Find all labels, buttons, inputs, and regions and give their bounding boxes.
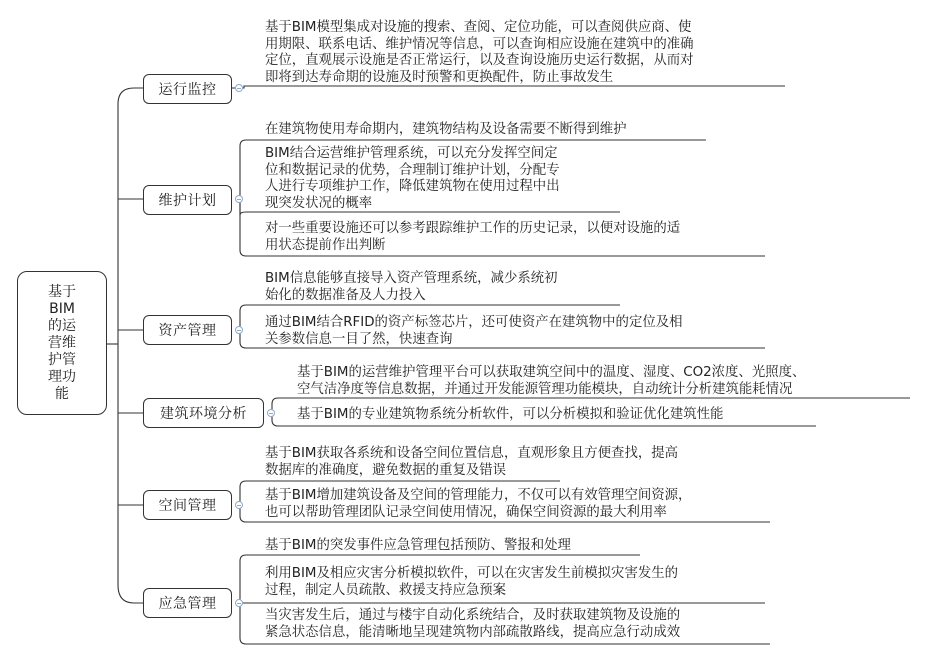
branch-label: 建筑环境分析 (160, 406, 247, 422)
collapse-icon[interactable] (235, 195, 243, 203)
root-topic-label: 基于 BIM 的运 营维 护管 理功 能 (48, 283, 76, 402)
collapse-icon[interactable] (267, 409, 275, 417)
leaf-topic[interactable]: 当灾害发生后，通过与楼宇自动化系统结合，及时获取建筑物及设施的 紧急状态信息，能清晰地呈现建筑物内部疏散路线，提高应急行动成效 (265, 608, 681, 640)
branch-asset-management[interactable] (143, 315, 232, 345)
leaf-topic[interactable]: 基于BIM的专业建筑物系统分析软件，可以分析模拟和验证优化建筑性能 (297, 407, 724, 422)
branch-maintenance-plan[interactable] (143, 185, 232, 215)
collapse-icon[interactable] (235, 501, 243, 509)
leaf-topic[interactable]: 利用BIM及相应灾害分析模拟软件，可以在灾害发生前模拟灾害发生的 过程，制定人员疏散、救援支持应急预案 (265, 566, 679, 598)
leaf-topic[interactable]: 通过BIM结合RFID的资产标签芯片，还可使资产在建筑物中的定位及相 关参数信息一目了然，快速查询 (265, 315, 683, 347)
branch-label: 资产管理 (158, 323, 217, 339)
branch-operation-monitoring[interactable] (143, 74, 232, 104)
leaf-topic[interactable]: 基于BIM模型集成对设施的搜索、查阅、定位功能，可以查阅供应商、使 用期限、联系电话、维护情况等信息，可以查询相应设施在建筑中的准确 定位，直观展示设施是否正常运行，以及查询设施历史运行数据，从而对 即将到达寿命期的设施及时预警和更换配件，防止事故发生 (265, 20, 694, 85)
root-topic[interactable] (17, 271, 107, 415)
leaf-topic[interactable]: BIM结合运营维护管理系统，可以充分发挥空间定 位和数据记录的优势，合理制订维护计划，分配专 人进行专项维护工作，降低建筑物在使用过程中出 现突发状况的概率 (265, 146, 560, 211)
collapse-icon[interactable] (235, 84, 243, 92)
branch-label: 运行监控 (158, 82, 217, 98)
leaf-topic[interactable]: BIM信息能够直接导入资产管理系统，减少系统初 始化的数据准备及人力投入 (265, 271, 558, 303)
branch-label: 空间管理 (158, 498, 217, 514)
collapse-icon[interactable] (235, 326, 243, 334)
leaf-topic[interactable]: 对一些重要设施还可以参考跟踪维护工作的历史记录，以便对设施的适 用状态提前作出判断 (265, 221, 681, 253)
collapse-icon[interactable] (235, 599, 243, 607)
branch-building-environment-analysis[interactable] (143, 398, 264, 428)
branch-label: 维护计划 (158, 193, 217, 209)
branch-label: 应急管理 (158, 596, 217, 612)
leaf-topic[interactable]: 基于BIM的突发事件应急管理包括预防、警报和处理 (265, 538, 571, 553)
leaf-topic[interactable]: 基于BIM的运营维护管理平台可以获取建筑空间中的温度、湿度、CO2浓度、光照度、 空气洁净度等信息数据，并通过开发能源管理功能模块，自动统计分析建筑能耗情况 (297, 365, 806, 397)
leaf-topic[interactable]: 基于BIM增加建筑设备及空间的管理能力，不仅可以有效管理空间资源， 也可以帮助管理团队记录空间使用情况，确保空间资源的最大利用率 (265, 488, 692, 520)
leaf-topic[interactable]: 在建筑物使用寿命期内，建筑物结构及设备需要不断得到维护 (265, 122, 627, 137)
branch-space-management[interactable] (143, 490, 232, 520)
branch-emergency-management[interactable] (143, 588, 232, 618)
leaf-topic[interactable]: 基于BIM获取各系统和设备空间位置信息，直观形象且方便查找，提高 数据库的准确度，避免数据的重复及错误 (265, 446, 679, 478)
